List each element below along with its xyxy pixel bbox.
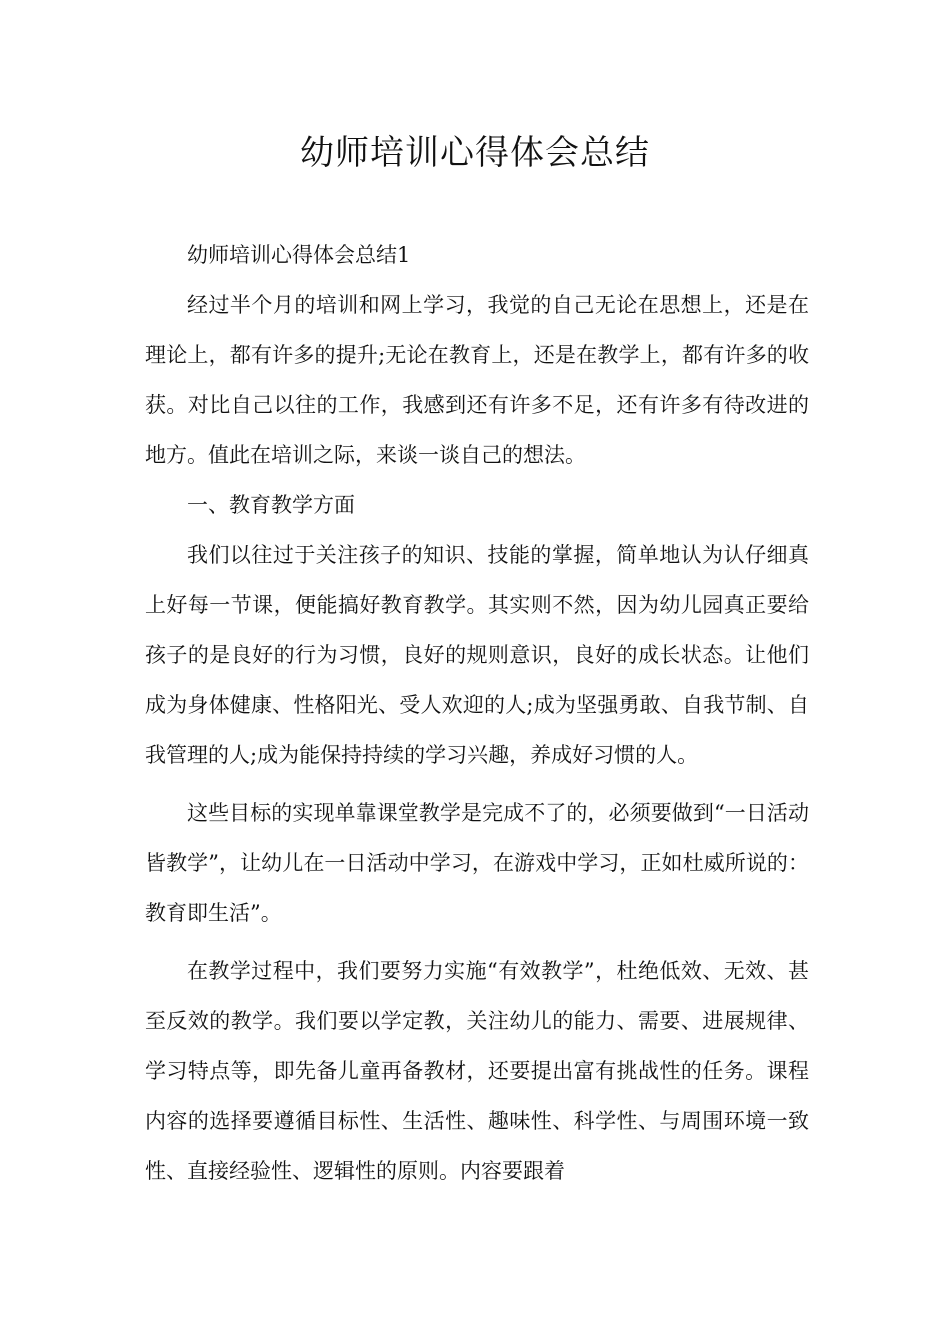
paragraph: 在教学过程中，我们要努力实施“有效教学”，杜绝低效、无效、甚至反效的教学。我们要以学定教，关注幼儿的能力、需要、进展规律、学习特点等，即先备儿童再备教材，还要提出富有挑战性的任务。课程内容的选择要遵循目标性、生活性、趣味性、科学性、与周围环境一致性、直接经验性、逻辑性的原则。内容要跟着 (145, 959, 809, 1183)
paragraph: 经过半个月的培训和网上学习，我觉的自己无论在思想上，还是在理论上，都有许多的提升;无论在教育上，还是在教学上，都有许多的收获。对比自己以往的工作，我感到还有许多不足，还有许多有待改进的地方。值此在培训之际，来谈一谈自己的想法。 (145, 293, 809, 467)
paragraph: 我们以往过于关注孩子的知识、技能的掌握，简单地认为认仔细真上好每一节课，便能搞好教育教学。其实则不然，因为幼儿园真正要给孩子的是良好的行为习惯，良好的规则意识，良好的成长状态。让他们成为身体健康、性格阳光、受人欢迎的人;成为坚强勇敢、自我节制、自我管理的人;成为能保持持续的学习兴趣，养成好习惯的人。 (145, 543, 809, 767)
document-title: 幼师培训心得体会总结 (300, 133, 650, 173)
section-heading: 一、教育教学方面 (187, 493, 355, 517)
paragraph: 这些目标的实现单靠课堂教学是完成不了的，必须要做到“一日活动皆教学”，让幼儿在一日活动中学习，在游戏中学习，正如杜威所说的：教育即生活”。 (145, 801, 809, 925)
document-body (145, 230, 809, 1196)
section-heading: 幼师培训心得体会总结1 (187, 243, 411, 267)
